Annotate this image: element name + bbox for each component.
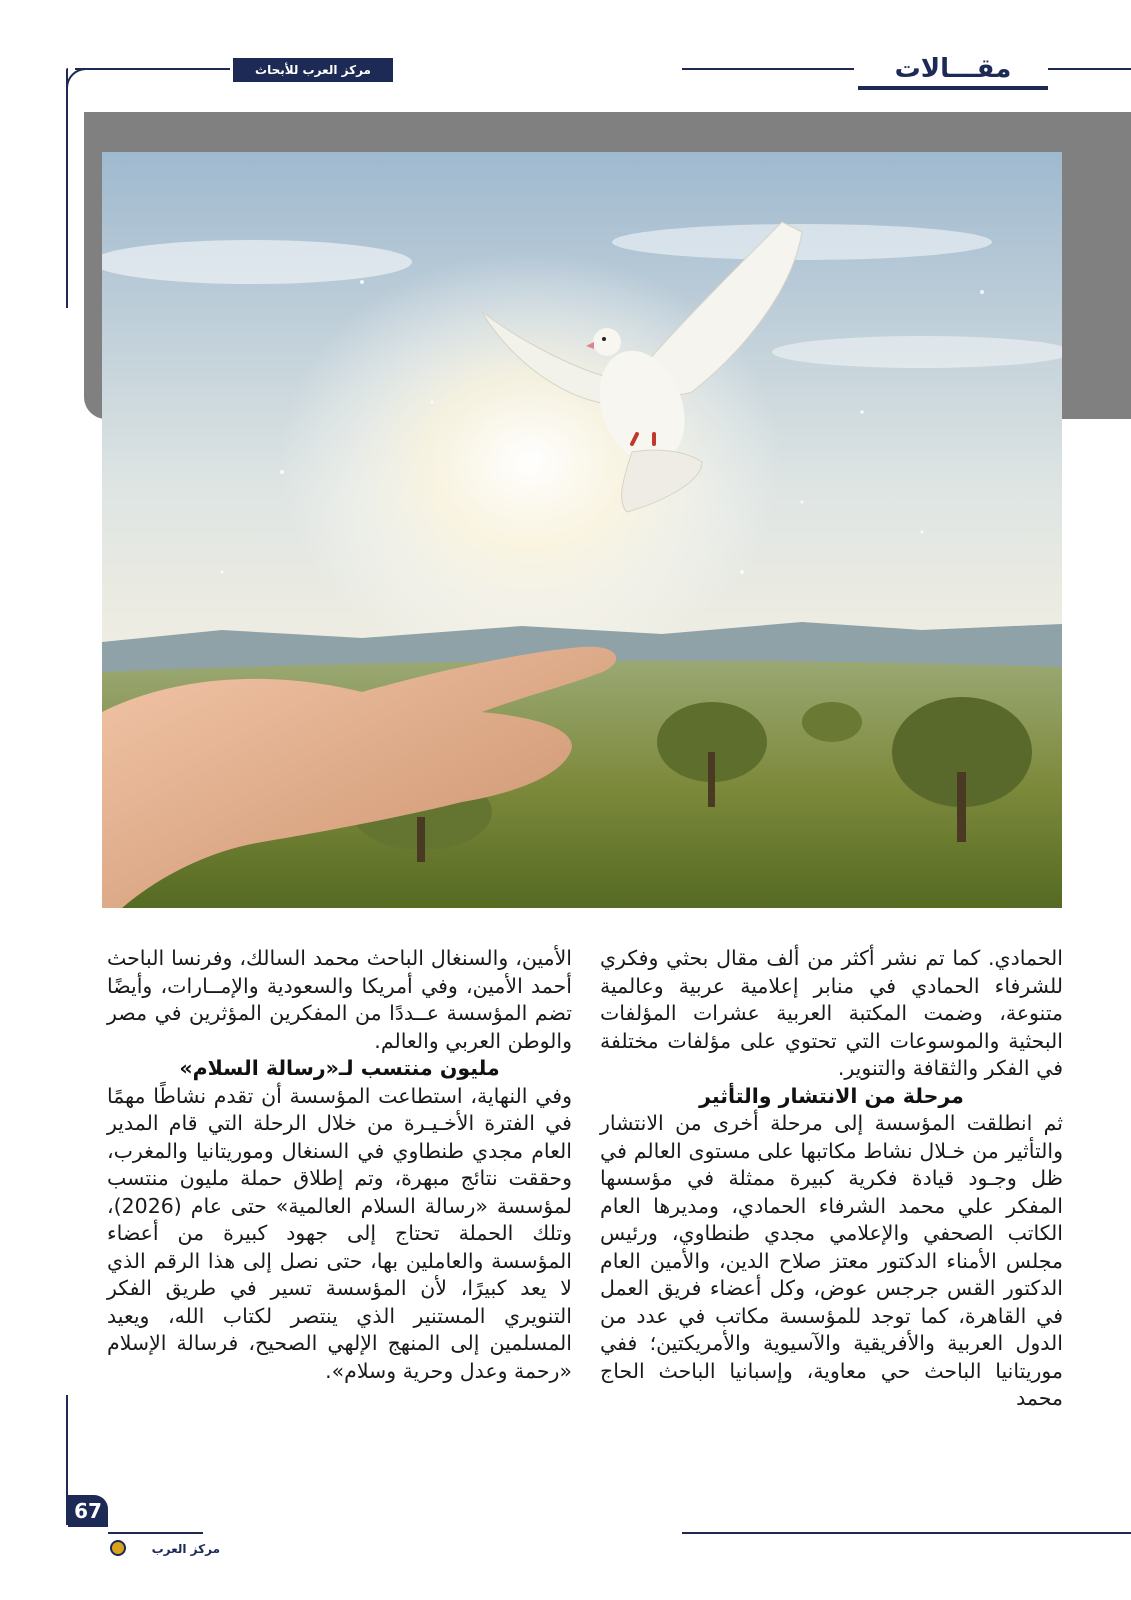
header-rule-left (75, 68, 230, 70)
header-rule-far-right (1048, 68, 1131, 70)
cloud (102, 240, 412, 284)
footer-rule-right (682, 1532, 1131, 1534)
subheading: مليون منتسب لـ«رسالة السلام» (179, 1056, 500, 1080)
cloud (772, 336, 1062, 368)
header-rule-right (682, 68, 854, 70)
article-column-left (107, 945, 572, 1385)
paragraph: الأمين، والسنغال الباحث محمد السالك، وفرنسا الباحث أحمد الأمين، وفي أمريكا والسعودية والإمــارات، وأيضًا تضم المؤسسة عــددًا من المفكرين المؤثرين في مصر والوطن العربي والعالم. (107, 946, 572, 1053)
header-frame-corner (66, 68, 92, 94)
paragraph: ثم انطلقت المؤسسة إلى مرحلة أخرى من الانتشار والتأثير من خـلال نشاط مكاتبها على مستوى العالم في ظل وجـود قيادة فكرية كبيرة ممثلة في مؤسسها المفكر علي محمد الشرفاء الحمادي، ومديرها العام الكاتب الصحفي والإعلامي مجدي طنطاوي، ورئيس مجلس الأمناء الدكتور معتز صلاح الدين، والأمين العام الدكتور القس جرجس عوض، وكل أعضاء فريق العمل في القاهرة، كما توجد للمؤسسة مكاتب في عدد من الدول العربية والأفريقية والآسيوية والأمريكتين؛ ففي موريتانيا الباحث حي معاوية، وإسبانيا الباحث الحاج محمد (600, 1111, 1063, 1410)
paragraph: الحمادي. كما تم نشر أكثر من ألف مقال بحثي وفكري للشرفاء الحمادي في منابر إعلامية عربية وعالمية متنوعة، وضمت المكتبة العربية عشرات المؤلفات البحثية والموسوعات التي تحتوي على مؤلفات مختلفة في الفكر والثقافة والتنوير. (600, 946, 1063, 1080)
footer-brand: مركز العرب (151, 1542, 220, 1556)
cloud (612, 224, 992, 260)
subheading: مرحلة من الانتشار والتأثير (699, 1083, 964, 1108)
footer-rule-left (108, 1532, 203, 1534)
site-tag: مركز العرب للأبحاث (233, 58, 393, 82)
section-title: مقـــالات (858, 52, 1048, 90)
article-column-right (600, 945, 1063, 1413)
paragraph: وفي النهاية، استطاعت المؤسسة أن تقدم نشاطًا مهمًا في الفترة الأخـيـرة من خلال الرحلة التي قام المدير العام مجدي طنطاوي في السنغال وموريتانيا والمغرب، وحققت نتائج مبهرة، وتم إطلاق حملة مليون منتسب لمؤسسة «رسالة السلام العالمية» حتى عام (2026)، وتلك الحملة تحتاج إلى جهود كبيرة من أعضاء المؤسسة والعاملين بها، حتى نصل إلى هذا الرقم الذي لا يعد كبيرًا، لأن المؤسسة تسير في طريق الفكر التنويري المستنير الذي ينتصر لكتاب الله، ويعيد المسلمين إلى المنهج الإلهي الصحيح، فرسالة الإسلام «رحمة وعدل وحرية وسلام». (107, 1083, 572, 1383)
page-number: 67 (68, 1495, 108, 1527)
header-frame-left-rule (66, 68, 68, 308)
dove-hand-photo-icon (102, 152, 1062, 908)
